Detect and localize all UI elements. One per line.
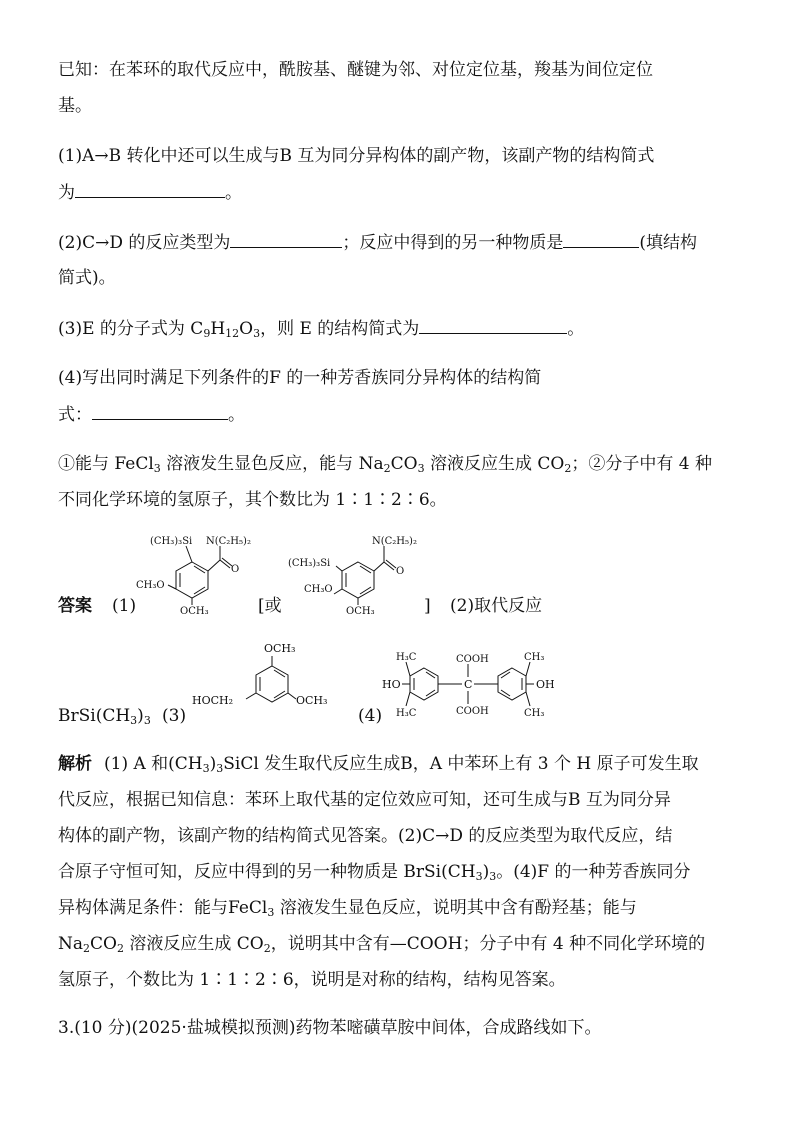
answer-part-4: (4): [358, 706, 383, 726]
q2-part-c: (填结构: [639, 233, 698, 253]
q3-o: O: [239, 319, 254, 339]
q1-line-1: (1)A→B 转化中还可以生成与B 互为同分异构体的副产物，该副产物的结构简式: [58, 146, 655, 166]
analysis-6d: ，说明其中含有—COOH；分子中有 4 种不同化学环境的: [270, 934, 706, 954]
structure-3: [190, 640, 340, 730]
s4-central-c: C: [464, 678, 473, 691]
s2-tms: (CH₃)₃Si: [288, 558, 331, 569]
analysis-6-sub1: 2: [83, 942, 91, 955]
q3-part-a: (3)E 的分子式为 C: [58, 319, 204, 339]
analysis-4c: 。(4)F 的一种芳香族同分: [496, 862, 691, 882]
s3-och3-top: OCH₃: [264, 642, 296, 655]
known-line-2: 基。: [58, 96, 92, 116]
q3-part-b: ，则 E 的结构简式为: [260, 319, 420, 339]
analysis-6a: Na: [58, 934, 84, 954]
cond-sub-3: 3: [417, 462, 425, 475]
analysis-4-sub2: 3: [489, 870, 497, 883]
s4-cooh-top: COOH: [456, 654, 489, 665]
s1-methoxy-left: CH₃O: [136, 580, 165, 591]
cond-e: ；②分子中有 4 种: [571, 454, 712, 474]
q4-answer-blank[interactable]: [92, 402, 228, 420]
q4-line-1: (4)写出同时满足下列条件的F 的一种芳香族同分异构体的结构简: [58, 368, 542, 388]
s2-amide: N(C₂H₅)₂: [372, 536, 417, 547]
analysis-line-3: 构体的副产物，该副产物的结构简式见答案。(2)C→D 的反应类型为取代反应，结: [58, 826, 673, 846]
q2-part-a: (2)C→D 的反应类型为: [58, 233, 231, 253]
q2-blank-product[interactable]: [563, 230, 639, 248]
q1-prefix: 为: [58, 183, 75, 203]
analysis-line-6: [58, 932, 705, 956]
cond-b: 溶液发生显色反应，能与 Na: [160, 454, 384, 474]
analysis-line-5: [58, 896, 637, 920]
cond-sub-4: 2: [564, 462, 572, 475]
analysis-line-2: 代反应，根据已知信息：苯环上取代基的定位效应可知，还可生成与B 互为同分异: [58, 790, 671, 810]
s2-methoxy-left: CH₃O: [304, 584, 333, 595]
analysis-6-sub3: 2: [263, 942, 271, 955]
s3-hoch2: HOCH₂: [192, 694, 234, 707]
s1-carbonyl-o: O: [231, 564, 240, 575]
cond-a: ①能与 FeCl: [58, 454, 154, 474]
s4-ch3-bottom: CH₃: [524, 708, 545, 719]
q4-prefix: 式：: [58, 405, 92, 425]
s4-h3c-bottom: H₃C: [396, 708, 417, 719]
q2-line-1: [58, 230, 697, 255]
brsi-sub-1: 3: [130, 714, 138, 727]
analysis-line-7: 氢原子，个数比为 1∶1∶2∶6，说明是对称的结构，结构见答案。: [58, 970, 566, 990]
q1-suffix: 。: [225, 183, 242, 203]
q3-sub-1: 9: [203, 327, 211, 340]
q2-line-2: 简式)。: [58, 268, 116, 288]
answer-brsi: [58, 704, 151, 728]
s2-carbonyl-o: O: [396, 566, 405, 577]
analysis-label: 解析: [58, 754, 92, 774]
analysis-1-sub2: 3: [216, 762, 224, 775]
q4-line-2: [58, 402, 245, 427]
cond-line-1: [58, 452, 712, 476]
brsi-sub-2: 3: [143, 714, 151, 727]
answer-part-1: (1): [112, 596, 137, 616]
analysis-6b: CO: [90, 934, 117, 954]
s1-methoxy-bottom: OCH₃: [180, 606, 209, 617]
analysis-5b: 溶液发生显色反应，说明其中含有酚羟基；能与: [274, 898, 637, 918]
q1-answer-blank[interactable]: [75, 180, 225, 198]
analysis-line-1: [58, 752, 699, 776]
answer-close-bracket: ]: [424, 596, 431, 616]
s4-ho: HO: [382, 678, 401, 691]
analysis-1a: (1) A 和(CH: [104, 754, 203, 774]
analysis-5-sub: 3: [267, 906, 275, 919]
structure-4: [378, 640, 568, 720]
analysis-1c: SiCl 发生取代反应生成B，A 中苯环上有 3 个 H 原子可发生取: [223, 754, 699, 774]
answer-or: [或: [258, 596, 282, 616]
next-question: 3.(10 分)(2025·盐城模拟预测)药物苯嘧磺草胺中间体，合成路线如下。: [58, 1018, 602, 1038]
q3-sub-3: 3: [253, 327, 261, 340]
q1-line-2: [58, 180, 242, 205]
cond-sub-1: 3: [153, 462, 161, 475]
analysis-4-sub1: 3: [475, 870, 483, 883]
s4-ch3-top: CH₃: [524, 652, 545, 663]
cond-c: CO: [390, 454, 418, 474]
structure-2: [282, 528, 422, 618]
brsi-a: BrSi(CH: [58, 706, 131, 726]
s1-tms: (CH₃)₃Si: [150, 536, 193, 547]
analysis-5a: 异构体满足条件：能与FeCl: [58, 898, 268, 918]
analysis-4a: 合原子守恒可知，反应中得到的另一种物质是 BrSi(CH: [58, 862, 476, 882]
analysis-4b: ): [482, 862, 490, 882]
analysis-6c: 溶液反应生成 CO: [123, 934, 264, 954]
analysis-line-4: [58, 860, 691, 884]
s4-oh: OH: [536, 678, 555, 691]
q3-h: H: [210, 319, 226, 339]
q4-suffix: 。: [228, 405, 245, 425]
structure-1: [130, 528, 260, 618]
analysis-6-sub2: 2: [116, 942, 124, 955]
q3-line: [58, 316, 584, 341]
s1-amide: N(C₂H₅)₂: [206, 536, 251, 547]
brsi-b: ): [137, 706, 144, 726]
cond-line-2: 不同化学环境的氢原子，其个数比为 1∶1∶2∶6。: [58, 490, 447, 510]
q2-blank-type[interactable]: [230, 230, 342, 248]
s4-cooh-bottom: COOH: [456, 706, 489, 717]
q3-suffix: 。: [567, 319, 585, 339]
analysis-1b: ): [209, 754, 217, 774]
cond-d: 溶液反应生成 CO: [424, 454, 565, 474]
q2-part-b: ；反应中得到的另一种物质是: [342, 233, 564, 253]
s2-methoxy-bottom: OCH₃: [346, 606, 375, 617]
q3-sub-2: 12: [225, 327, 240, 340]
s4-h3c-top: H₃C: [396, 652, 417, 663]
s3-och3-right: OCH₃: [296, 694, 328, 707]
q3-answer-blank[interactable]: [419, 316, 567, 334]
analysis-1-sub1: 3: [202, 762, 210, 775]
answer-label: 答案: [58, 596, 92, 616]
cond-sub-2: 2: [383, 462, 391, 475]
answer-part-3: (3): [162, 706, 187, 726]
answer-part-2: (2)取代反应: [450, 596, 543, 616]
known-line-1: 已知：在苯环的取代反应中，酰胺基、醚键为邻、对位定位基，羧基为间位定位: [58, 60, 653, 80]
